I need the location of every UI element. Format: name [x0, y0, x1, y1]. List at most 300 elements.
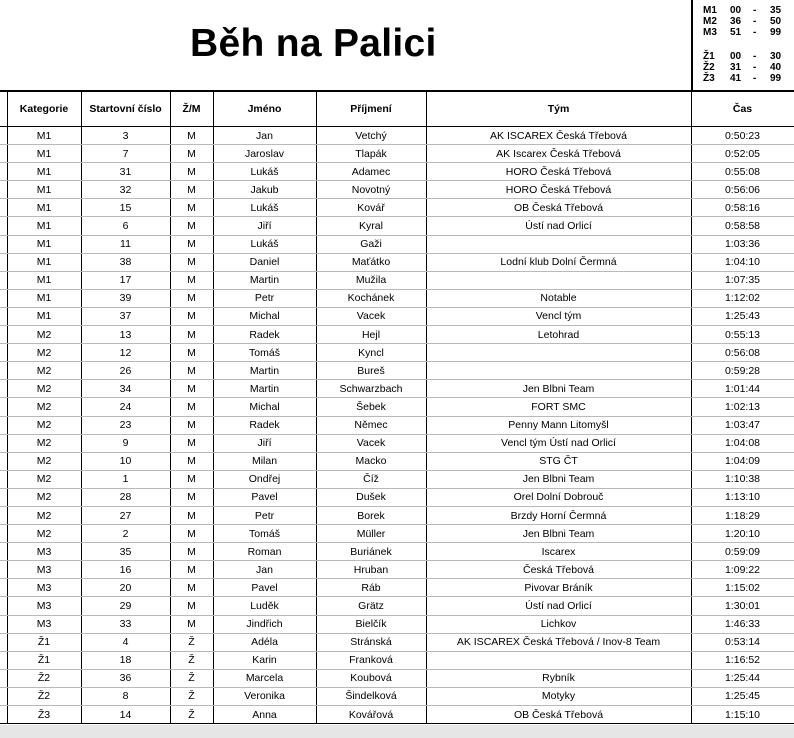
- category-legend: [691, 0, 794, 90]
- cell-team: OB Česká Třebová: [426, 199, 691, 217]
- cell-start-number: 20: [81, 579, 170, 597]
- cell-first-name: Petr: [213, 289, 316, 307]
- cell-category: M2: [7, 452, 81, 470]
- cell-start-number: 23: [81, 416, 170, 434]
- cell-last-name: Novotný: [316, 181, 426, 199]
- cell-first-name: Karin: [213, 651, 316, 669]
- table-row: [0, 271, 794, 289]
- cell-category: M2: [7, 506, 81, 524]
- cell-gender: M: [170, 362, 213, 380]
- row-gutter: [0, 651, 7, 669]
- cell-first-name: Radek: [213, 416, 316, 434]
- table-row: [0, 398, 794, 416]
- legend-category: M3: [703, 27, 717, 38]
- cell-time: 1:10:38: [691, 470, 794, 488]
- legend-category: Ž3: [703, 73, 715, 84]
- row-gutter: [0, 706, 7, 724]
- cell-last-name: Borek: [316, 506, 426, 524]
- cell-gender: M: [170, 181, 213, 199]
- cell-team: [426, 651, 691, 669]
- header-start-number: Startovní číslo: [81, 92, 170, 127]
- cell-first-name: Daniel: [213, 253, 316, 271]
- legend-dash: -: [753, 73, 757, 84]
- cell-category: Ž2: [7, 687, 81, 705]
- cell-time: 1:18:29: [691, 506, 794, 524]
- cell-category: M1: [7, 217, 81, 235]
- cell-last-name: Macko: [316, 452, 426, 470]
- row-gutter: [0, 597, 7, 615]
- cell-start-number: 7: [81, 145, 170, 163]
- cell-first-name: Lukáš: [213, 235, 316, 253]
- legend-dash: -: [753, 16, 757, 27]
- cell-start-number: 10: [81, 452, 170, 470]
- legend-dash: -: [753, 5, 757, 16]
- cell-first-name: Anna: [213, 706, 316, 724]
- cell-team: [426, 344, 691, 362]
- cell-start-number: 27: [81, 506, 170, 524]
- header-last-name: Příjmení: [316, 92, 426, 127]
- cell-category: M1: [7, 145, 81, 163]
- sheet-footer-strip: [0, 725, 794, 738]
- legend-from-age: 36: [730, 16, 742, 27]
- cell-time: 1:02:13: [691, 398, 794, 416]
- cell-start-number: 12: [81, 344, 170, 362]
- cell-gender: Ž: [170, 651, 213, 669]
- row-gutter: [0, 344, 7, 362]
- cell-first-name: Martin: [213, 271, 316, 289]
- cell-last-name: Bielčík: [316, 615, 426, 633]
- cell-time: 0:59:09: [691, 543, 794, 561]
- row-gutter: [0, 579, 7, 597]
- row-gutter: [0, 217, 7, 235]
- cell-start-number: 16: [81, 561, 170, 579]
- legend-category: Ž2: [703, 62, 715, 73]
- table-row: [0, 217, 794, 235]
- cell-start-number: 9: [81, 434, 170, 452]
- cell-category: Ž3: [7, 706, 81, 724]
- cell-gender: M: [170, 289, 213, 307]
- cell-time: 1:04:09: [691, 452, 794, 470]
- cell-team: Jen Blbni Team: [426, 470, 691, 488]
- cell-first-name: Jiří: [213, 434, 316, 452]
- cell-category: M1: [7, 127, 81, 145]
- cell-last-name: Kyncl: [316, 344, 426, 362]
- cell-last-name: Vacek: [316, 434, 426, 452]
- row-gutter: [0, 163, 7, 181]
- legend-row: [703, 51, 783, 62]
- row-gutter: [0, 452, 7, 470]
- cell-team: [426, 362, 691, 380]
- cell-gender: M: [170, 434, 213, 452]
- cell-first-name: Adéla: [213, 633, 316, 651]
- table-row: [0, 326, 794, 344]
- cell-start-number: 3: [81, 127, 170, 145]
- cell-gender: M: [170, 235, 213, 253]
- cell-team: Notable: [426, 289, 691, 307]
- cell-category: M3: [7, 579, 81, 597]
- row-gutter: [0, 307, 7, 325]
- row-gutter: [0, 416, 7, 434]
- cell-last-name: Šindelková: [316, 687, 426, 705]
- cell-time: 0:56:06: [691, 181, 794, 199]
- cell-first-name: Jan: [213, 127, 316, 145]
- cell-last-name: Schwarzbach: [316, 380, 426, 398]
- cell-last-name: Vetchý: [316, 127, 426, 145]
- row-gutter: [0, 687, 7, 705]
- cell-first-name: Milan: [213, 452, 316, 470]
- cell-team: HORO Česká Třebová: [426, 163, 691, 181]
- cell-last-name: Hruban: [316, 561, 426, 579]
- cell-gender: Ž: [170, 669, 213, 687]
- cell-team: OB Česká Třebová: [426, 706, 691, 724]
- cell-gender: M: [170, 163, 213, 181]
- cell-time: 1:01:44: [691, 380, 794, 398]
- cell-category: M3: [7, 543, 81, 561]
- cell-gender: M: [170, 615, 213, 633]
- cell-category: M1: [7, 181, 81, 199]
- cell-time: 0:50:23: [691, 127, 794, 145]
- cell-first-name: Lukáš: [213, 163, 316, 181]
- legend-from-age: 00: [730, 5, 742, 16]
- table-row: [0, 434, 794, 452]
- cell-first-name: Ondřej: [213, 470, 316, 488]
- legend-row: [703, 27, 783, 38]
- table-row: [0, 615, 794, 633]
- table-row: [0, 416, 794, 434]
- table-row: [0, 525, 794, 543]
- legend-to-age: 40: [770, 62, 782, 73]
- cell-last-name: Gaži: [316, 235, 426, 253]
- legend-from-age: 41: [730, 73, 742, 84]
- row-gutter: [0, 561, 7, 579]
- cell-last-name: Bureš: [316, 362, 426, 380]
- cell-category: M1: [7, 199, 81, 217]
- cell-team: STG ČT: [426, 452, 691, 470]
- cell-first-name: Pavel: [213, 488, 316, 506]
- cell-last-name: Franková: [316, 651, 426, 669]
- legend-dash: -: [753, 51, 757, 62]
- cell-start-number: 24: [81, 398, 170, 416]
- cell-gender: M: [170, 307, 213, 325]
- cell-category: M2: [7, 344, 81, 362]
- legend-to-age: 30: [770, 51, 782, 62]
- cell-category: M2: [7, 525, 81, 543]
- table-row: [0, 488, 794, 506]
- table-row: [0, 362, 794, 380]
- cell-time: 1:07:35: [691, 271, 794, 289]
- cell-time: 0:52:05: [691, 145, 794, 163]
- cell-team: Iscarex: [426, 543, 691, 561]
- cell-category: M2: [7, 362, 81, 380]
- header-team: Tým: [426, 92, 691, 127]
- cell-category: M2: [7, 488, 81, 506]
- cell-gender: M: [170, 525, 213, 543]
- cell-last-name: Šebek: [316, 398, 426, 416]
- row-gutter: [0, 199, 7, 217]
- cell-time: 1:15:02: [691, 579, 794, 597]
- cell-first-name: Tomáš: [213, 344, 316, 362]
- cell-gender: M: [170, 452, 213, 470]
- cell-category: M3: [7, 597, 81, 615]
- cell-time: 1:30:01: [691, 597, 794, 615]
- cell-first-name: Jaroslav: [213, 145, 316, 163]
- cell-last-name: Kyral: [316, 217, 426, 235]
- cell-time: 0:53:14: [691, 633, 794, 651]
- cell-last-name: Číž: [316, 470, 426, 488]
- row-gutter: [0, 470, 7, 488]
- cell-last-name: Němec: [316, 416, 426, 434]
- cell-team: Jen Blbni Team: [426, 525, 691, 543]
- cell-gender: M: [170, 271, 213, 289]
- table-row: [0, 163, 794, 181]
- cell-start-number: 1: [81, 470, 170, 488]
- cell-first-name: Veronika: [213, 687, 316, 705]
- cell-gender: M: [170, 253, 213, 271]
- results-table: [0, 91, 794, 724]
- row-gutter: [0, 434, 7, 452]
- legend-category: Ž1: [703, 51, 715, 62]
- row-gutter: [0, 525, 7, 543]
- table-row: [0, 506, 794, 524]
- cell-time: 1:04:10: [691, 253, 794, 271]
- row-gutter: [0, 145, 7, 163]
- cell-team: AK ISCAREX Česká Třebová: [426, 127, 691, 145]
- cell-team: Motyky: [426, 687, 691, 705]
- page-title: Běh na Palici: [190, 22, 437, 65]
- cell-first-name: Martin: [213, 362, 316, 380]
- cell-last-name: Ráb: [316, 579, 426, 597]
- cell-category: M2: [7, 470, 81, 488]
- cell-time: 0:58:58: [691, 217, 794, 235]
- cell-start-number: 35: [81, 543, 170, 561]
- table-row: [0, 380, 794, 398]
- header-first-name: Jméno: [213, 92, 316, 127]
- legend-from-age: 51: [730, 27, 742, 38]
- cell-category: Ž1: [7, 651, 81, 669]
- cell-start-number: 26: [81, 362, 170, 380]
- cell-time: 1:03:36: [691, 235, 794, 253]
- row-gutter: [0, 127, 7, 145]
- cell-category: M2: [7, 416, 81, 434]
- cell-gender: M: [170, 506, 213, 524]
- cell-start-number: 4: [81, 633, 170, 651]
- cell-start-number: 37: [81, 307, 170, 325]
- table-row: [0, 181, 794, 199]
- cell-first-name: Petr: [213, 506, 316, 524]
- cell-team: Letohrad: [426, 326, 691, 344]
- cell-last-name: Kovář: [316, 199, 426, 217]
- cell-time: 0:59:28: [691, 362, 794, 380]
- cell-category: Ž2: [7, 669, 81, 687]
- cell-team: Jen Blbni Team: [426, 380, 691, 398]
- cell-last-name: Koubová: [316, 669, 426, 687]
- cell-last-name: Adamec: [316, 163, 426, 181]
- cell-start-number: 17: [81, 271, 170, 289]
- header-time: Čas: [691, 92, 794, 127]
- cell-category: M2: [7, 380, 81, 398]
- cell-team: AK ISCAREX Česká Třebová / Inov-8 Team: [426, 633, 691, 651]
- table-header-row: [0, 92, 794, 127]
- row-gutter: [0, 506, 7, 524]
- header-category: Kategorie: [7, 92, 81, 127]
- cell-first-name: Roman: [213, 543, 316, 561]
- table-row: [0, 470, 794, 488]
- cell-start-number: 14: [81, 706, 170, 724]
- cell-time: 0:55:08: [691, 163, 794, 181]
- legend-row: [703, 73, 783, 84]
- cell-gender: M: [170, 199, 213, 217]
- cell-start-number: 11: [81, 235, 170, 253]
- cell-category: M3: [7, 615, 81, 633]
- table-row: [0, 669, 794, 687]
- table-row: [0, 651, 794, 669]
- cell-start-number: 28: [81, 488, 170, 506]
- cell-gender: M: [170, 344, 213, 362]
- cell-gender: M: [170, 488, 213, 506]
- table-row: [0, 633, 794, 651]
- cell-time: 1:25:43: [691, 307, 794, 325]
- cell-time: 1:04:08: [691, 434, 794, 452]
- cell-start-number: 33: [81, 615, 170, 633]
- legend-row: [703, 16, 783, 27]
- cell-last-name: Dušek: [316, 488, 426, 506]
- table-body: [0, 127, 794, 724]
- cell-team: Česká Třebová: [426, 561, 691, 579]
- cell-category: M2: [7, 434, 81, 452]
- cell-last-name: Müller: [316, 525, 426, 543]
- table-row: [0, 307, 794, 325]
- legend-to-age: 99: [770, 73, 782, 84]
- cell-time: 0:55:13: [691, 326, 794, 344]
- cell-time: 1:46:33: [691, 615, 794, 633]
- cell-start-number: 2: [81, 525, 170, 543]
- cell-start-number: 8: [81, 687, 170, 705]
- cell-last-name: Grätz: [316, 597, 426, 615]
- table-row: [0, 687, 794, 705]
- cell-category: M2: [7, 398, 81, 416]
- cell-category: M1: [7, 271, 81, 289]
- legend-to-age: 50: [770, 16, 782, 27]
- cell-team: FORT SMC: [426, 398, 691, 416]
- cell-team: Orel Dolní Dobrouč: [426, 488, 691, 506]
- cell-time: 1:09:22: [691, 561, 794, 579]
- cell-gender: M: [170, 561, 213, 579]
- cell-team: Vencl tým Ústí nad Orlicí: [426, 434, 691, 452]
- row-gutter: [0, 543, 7, 561]
- row-gutter: [0, 633, 7, 651]
- cell-category: M1: [7, 253, 81, 271]
- table-row: [0, 561, 794, 579]
- cell-start-number: 6: [81, 217, 170, 235]
- cell-start-number: 13: [81, 326, 170, 344]
- legend-to-age: 35: [770, 5, 782, 16]
- cell-category: Ž1: [7, 633, 81, 651]
- legend-from-age: 00: [730, 51, 742, 62]
- cell-time: 0:56:08: [691, 344, 794, 362]
- cell-gender: M: [170, 217, 213, 235]
- cell-time: 0:58:16: [691, 199, 794, 217]
- cell-team: Brzdy Horní Čermná: [426, 506, 691, 524]
- cell-time: 1:03:47: [691, 416, 794, 434]
- cell-time: 1:16:52: [691, 651, 794, 669]
- cell-first-name: Jakub: [213, 181, 316, 199]
- cell-team: [426, 235, 691, 253]
- cell-category: M1: [7, 163, 81, 181]
- row-gutter: [0, 615, 7, 633]
- row-gutter: [0, 271, 7, 289]
- row-gutter: [0, 380, 7, 398]
- cell-gender: Ž: [170, 633, 213, 651]
- cell-team: Lodní klub Dolní Čermná: [426, 253, 691, 271]
- cell-start-number: 39: [81, 289, 170, 307]
- cell-category: M3: [7, 561, 81, 579]
- cell-start-number: 38: [81, 253, 170, 271]
- cell-start-number: 32: [81, 181, 170, 199]
- row-gutter: [0, 253, 7, 271]
- cell-last-name: Tlapák: [316, 145, 426, 163]
- cell-team: Pivovar Bráník: [426, 579, 691, 597]
- table-row: [0, 597, 794, 615]
- cell-time: 1:13:10: [691, 488, 794, 506]
- legend-row: [703, 62, 783, 73]
- cell-team: HORO Česká Třebová: [426, 181, 691, 199]
- table-row: [0, 543, 794, 561]
- row-gutter: [0, 669, 7, 687]
- cell-first-name: Michal: [213, 398, 316, 416]
- cell-gender: Ž: [170, 706, 213, 724]
- legend-category: M2: [703, 16, 717, 27]
- cell-team: AK Iscarex Česká Třebová: [426, 145, 691, 163]
- cell-first-name: Tomáš: [213, 525, 316, 543]
- cell-first-name: Pavel: [213, 579, 316, 597]
- cell-category: M1: [7, 289, 81, 307]
- cell-start-number: 15: [81, 199, 170, 217]
- row-gutter: [0, 362, 7, 380]
- cell-last-name: Vacek: [316, 307, 426, 325]
- legend-row: [703, 5, 783, 16]
- cell-last-name: Kochánek: [316, 289, 426, 307]
- cell-team: Ústí nad Orlicí: [426, 597, 691, 615]
- table-row: [0, 706, 794, 724]
- cell-first-name: Jiří: [213, 217, 316, 235]
- table-row: [0, 344, 794, 362]
- table-row: [0, 289, 794, 307]
- cell-gender: Ž: [170, 687, 213, 705]
- cell-last-name: Maťátko: [316, 253, 426, 271]
- cell-time: 1:20:10: [691, 525, 794, 543]
- cell-category: M2: [7, 326, 81, 344]
- row-gutter: [0, 181, 7, 199]
- cell-last-name: Buriánek: [316, 543, 426, 561]
- cell-category: M1: [7, 235, 81, 253]
- cell-last-name: Hejl: [316, 326, 426, 344]
- cell-time: 1:12:02: [691, 289, 794, 307]
- row-gutter: [0, 289, 7, 307]
- legend-category: M1: [703, 5, 717, 16]
- cell-team: Rybník: [426, 669, 691, 687]
- table-row: [0, 579, 794, 597]
- cell-gender: M: [170, 127, 213, 145]
- cell-gender: M: [170, 416, 213, 434]
- cell-start-number: 18: [81, 651, 170, 669]
- table-row: [0, 235, 794, 253]
- cell-category: M1: [7, 307, 81, 325]
- legend-dash: -: [753, 27, 757, 38]
- legend-from-age: 31: [730, 62, 742, 73]
- row-gutter: [0, 398, 7, 416]
- cell-first-name: Radek: [213, 326, 316, 344]
- cell-first-name: Lukáš: [213, 199, 316, 217]
